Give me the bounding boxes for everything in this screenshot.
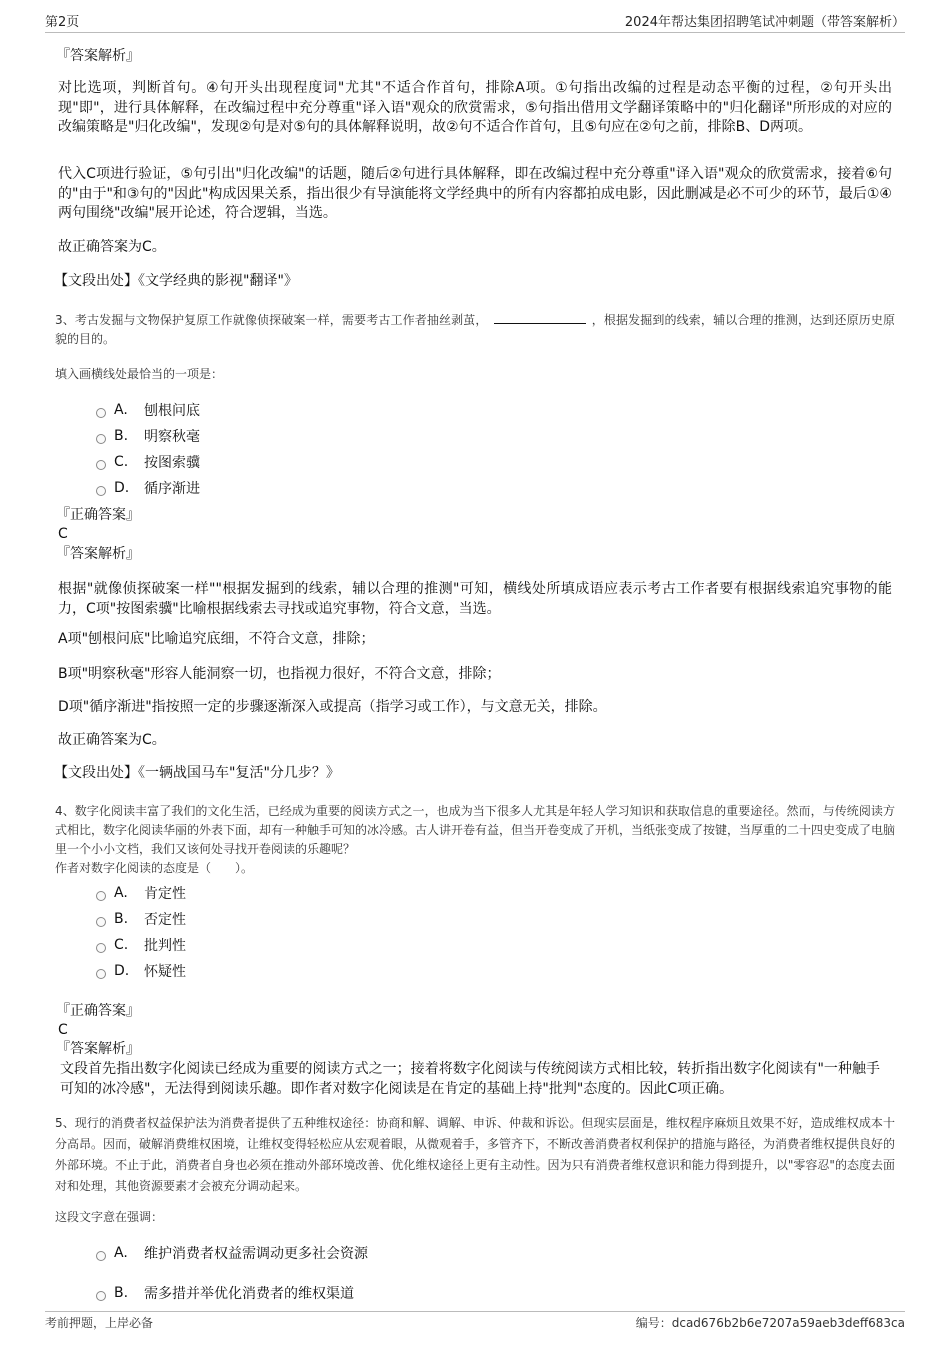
footer-divider (45, 1311, 905, 1312)
answer-label: 『正确答案』 (56, 1003, 140, 1019)
option-a[interactable] (96, 883, 186, 903)
analysis-paragraph: 对比选项，判断首句。④句开头出现程度词"尤其"不适合作首句，排除A项。①句指出改编的过程是动态平衡的过程，②句开头出现"即"，进行具体解释，在改编过程中充分尊重"译入语"观众的欣赏需求，⑤句指出借用文学翻译策略中的"归化翻译"所形成的对应的改编策略是"归化改编"，发现②句是对⑤句的具体解释说明，故②句不适合作首句，且⑤句应在②句之前，排除B、D两项。 (58, 80, 892, 135)
analysis-paragraph: D项"循序渐进"指按照一定的步骤逐渐深入或提高（指学习或工作），与文意无关，排除。 (58, 699, 607, 715)
option-text: 刨根问底 (144, 403, 200, 419)
question-stem: 5、现行的消费者权益保护法为消费者提供了五种维权途径：协商和解、调解、申诉、仲裁和诉讼。但现实层面是，维权程序麻烦且效果不好，造成维权成本十分高昂。因而，破解消费维权困境，让维权变得轻松应从宏观着眼，从微观着手，多管齐下，不断改善消费者权利保护的措施与路径，为消费者维权提供良好的外部环境。不止于此，消费者自身也必须在推动外部环境改善、优化维权途径上更有主动性。因为只有消费者维权意识和能力得到提升，以"零容忍"的态度去面对和处理，其他资源要素才会被充分调动起来。 (55, 1116, 896, 1193)
analysis-paragraph: 代入C项进行验证，⑤句引出"归化改编"的话题，随后②句进行具体解释，即在改编过程中充分尊重"译入语"观众的欣赏需求，接着⑥句的"由于"和③句的"因此"构成因果关系，指出很少有导演能将文学经典中的所有内容都拍成电影，因此删减是必不可少的环节，最后①④两句围绕"改编"展开论述，符合逻辑，当选。 (58, 166, 892, 221)
option-text: 按图索骥 (144, 455, 200, 471)
option-letter: D. (114, 963, 130, 979)
analysis-label: 『答案解析』 (56, 48, 140, 64)
fill-blank (494, 323, 586, 324)
option-b[interactable] (96, 426, 200, 446)
option-a[interactable] (96, 400, 200, 420)
option-text: 否定性 (144, 912, 186, 928)
page-number: 第2页 (45, 15, 80, 30)
option-letter: D. (114, 480, 130, 496)
option-c[interactable] (96, 452, 200, 472)
radio-button[interactable] (96, 969, 106, 979)
radio-button[interactable] (96, 460, 106, 470)
option-b[interactable] (96, 1283, 354, 1303)
source: 【文段出处】《一辆战国马车"复活"分几步？》 (54, 765, 340, 781)
analysis-paragraph: B项"明察秋毫"形容人能洞察一切，也指视力很好，不符合文意，排除； (58, 666, 501, 682)
question-prompt: 这段文字意在强调： (55, 1210, 164, 1224)
document-code: 编号：dcad676b2b6e7207a59aeb3deff683ca (635, 1316, 905, 1330)
option-d[interactable] (96, 961, 186, 981)
option-letter: C. (114, 454, 129, 470)
question-prompt: 填入画横线处最恰当的一项是： (55, 367, 224, 381)
analysis-paragraph: A项"刨根问底"比喻追究底细，不符合文意，排除； (58, 631, 375, 647)
option-text: 维护消费者权益需调动更多社会资源 (144, 1246, 368, 1262)
option-text: 循序渐进 (144, 481, 200, 497)
radio-button[interactable] (96, 434, 106, 444)
correct-answer: C (58, 526, 68, 542)
header-divider (45, 32, 905, 33)
option-b[interactable] (96, 909, 186, 929)
option-letter: A. (114, 402, 128, 418)
option-text: 怀疑性 (144, 964, 186, 980)
radio-button[interactable] (96, 891, 106, 901)
radio-button[interactable] (96, 408, 106, 418)
analysis-paragraph: 文段首先指出数字化阅读已经成为重要的阅读方式之一；接着将数字化阅读与传统阅读方式相比较，转折指出数字化阅读有"一种触手可知的冰冷感"，无法得到阅读乐趣。即作者对数字化阅读是在肯定的基础上持"批判"态度的。因此C项正确。 (60, 1061, 880, 1097)
option-letter: A. (114, 885, 128, 901)
question-stem: 4、数字化阅读丰富了我们的文化生活，已经成为重要的阅读方式之一，也成为当下很多人尤其是年轻人学习知识和获取信息的重要途径。然而，与传统阅读方式相比，数字化阅读华丽的外表下面，却有一种触手可知的冰冷感。古人讲开卷有益，但当开卷变成了开机，当纸张变成了按键，当厚重的二十四史变成了电脑里一个小小文档，我们又该何处寻找开卷阅读的乐趣呢？ (55, 804, 896, 856)
question-stem (55, 311, 895, 349)
option-text: 明察秋毫 (144, 429, 200, 445)
option-letter: B. (114, 911, 129, 927)
correct-answer: C (58, 1022, 68, 1038)
option-a[interactable] (96, 1243, 368, 1263)
conclusion: 故正确答案为C。 (58, 239, 166, 255)
question-prompt: 作者对数字化阅读的态度是（ ）。 (55, 861, 254, 875)
document-title: 2024年帮达集团招聘笔试冲刺题（带答案解析） (624, 15, 905, 30)
radio-button[interactable] (96, 1251, 106, 1261)
radio-button[interactable] (96, 943, 106, 953)
option-text: 肯定性 (144, 886, 186, 902)
option-text: 批判性 (144, 938, 186, 954)
option-letter: B. (114, 428, 129, 444)
radio-button[interactable] (96, 917, 106, 927)
answer-label: 『正确答案』 (56, 507, 140, 523)
footer-slogan: 考前押题，上岸必备 (45, 1316, 154, 1330)
analysis-label: 『答案解析』 (56, 1041, 140, 1057)
option-d[interactable] (96, 478, 200, 498)
stem-before: 3、考古发掘与文物保护复原工作就像侦探破案一样，需要考古工作者抽丝剥茧， (55, 313, 488, 327)
analysis-label: 『答案解析』 (56, 546, 140, 562)
option-text: 需多措并举优化消费者的维权渠道 (144, 1286, 354, 1302)
option-letter: A. (114, 1245, 128, 1261)
radio-button[interactable] (96, 1291, 106, 1301)
option-letter: C. (114, 937, 129, 953)
source: 【文段出处】《文学经典的影视"翻译"》 (54, 273, 298, 289)
analysis-paragraph: 根据"就像侦探破案一样""根据发掘到的线索，辅以合理的推测"可知，横线处所填成语应表示考古工作者要有根据线索追究事物的能力，C项"按图索骥"比喻根据线索去寻找或追究事物，符合文意，当选。 (58, 581, 892, 617)
radio-button[interactable] (96, 486, 106, 496)
stem-after: ，根据发掘到的线索，辅以合理的推测，达到还原历史原貌的目的。 (55, 313, 895, 346)
conclusion: 故正确答案为C。 (58, 732, 166, 748)
option-c[interactable] (96, 935, 186, 955)
option-letter: B. (114, 1285, 129, 1301)
